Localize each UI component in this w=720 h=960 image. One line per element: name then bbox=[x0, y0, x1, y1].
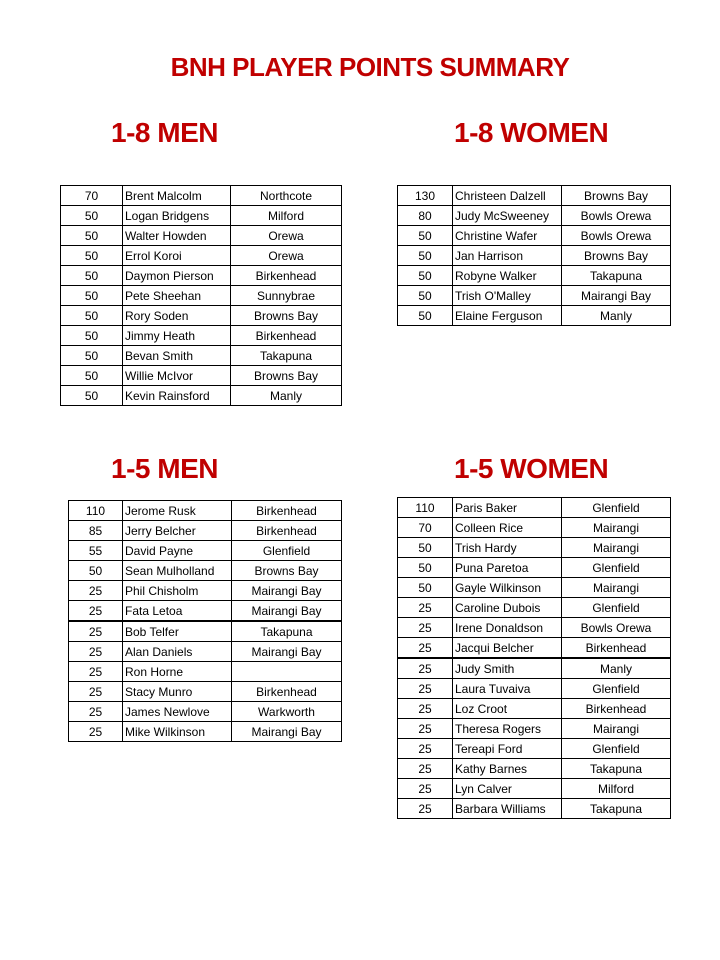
points-cell: 25 bbox=[69, 662, 123, 682]
table-row bbox=[398, 186, 671, 206]
points-cell: 80 bbox=[398, 206, 453, 226]
heading-women-1-5: 1-5 WOMEN bbox=[454, 453, 609, 484]
club-cell: Birkenhead bbox=[231, 326, 342, 346]
club-cell: Glenfield bbox=[232, 541, 342, 561]
points-cell: 50 bbox=[398, 286, 453, 306]
points-cell: 25 bbox=[69, 702, 123, 722]
points-cell: 50 bbox=[61, 266, 123, 286]
points-cell: 25 bbox=[69, 642, 123, 662]
player-name-cell: Jimmy Heath bbox=[123, 326, 231, 346]
points-cell: 50 bbox=[61, 246, 123, 266]
table-row bbox=[398, 538, 671, 558]
player-name-cell: Lyn Calver bbox=[453, 779, 562, 799]
points-cell: 50 bbox=[69, 561, 123, 581]
player-name-cell: Kathy Barnes bbox=[453, 759, 562, 779]
table-women-1-8 bbox=[397, 185, 671, 326]
table-row bbox=[61, 246, 342, 266]
player-name-cell: Judy Smith bbox=[453, 658, 562, 679]
points-cell: 130 bbox=[398, 186, 453, 206]
club-cell: Takapuna bbox=[562, 799, 671, 819]
points-cell: 50 bbox=[61, 286, 123, 306]
club-cell: Bowls Orewa bbox=[562, 226, 671, 246]
table-row bbox=[398, 739, 671, 759]
table-row bbox=[69, 601, 342, 622]
table-row bbox=[398, 498, 671, 518]
points-cell: 50 bbox=[61, 206, 123, 226]
club-cell: Takapuna bbox=[232, 621, 342, 642]
table-row bbox=[398, 306, 671, 326]
club-cell: Browns Bay bbox=[232, 561, 342, 581]
points-cell: 25 bbox=[398, 618, 453, 638]
club-cell: Milford bbox=[562, 779, 671, 799]
club-cell: Birkenhead bbox=[232, 682, 342, 702]
player-name-cell: David Payne bbox=[123, 541, 232, 561]
points-cell: 25 bbox=[398, 719, 453, 739]
player-name-cell: Fata Letoa bbox=[123, 601, 232, 622]
table-row bbox=[398, 226, 671, 246]
table-row bbox=[69, 541, 342, 561]
points-cell: 70 bbox=[61, 186, 123, 206]
table-men-1-8 bbox=[60, 185, 342, 406]
player-name-cell: Colleen Rice bbox=[453, 518, 562, 538]
player-name-cell: Phil Chisholm bbox=[123, 581, 232, 601]
player-name-cell: Judy McSweeney bbox=[453, 206, 562, 226]
club-cell: Takapuna bbox=[562, 759, 671, 779]
points-cell: 85 bbox=[69, 521, 123, 541]
club-cell: Takapuna bbox=[562, 266, 671, 286]
points-cell: 50 bbox=[398, 306, 453, 326]
player-name-cell: Jan Harrison bbox=[453, 246, 562, 266]
points-cell: 50 bbox=[398, 538, 453, 558]
club-cell: Mairangi Bay bbox=[232, 722, 342, 742]
player-name-cell: Loz Croot bbox=[453, 699, 562, 719]
player-name-cell: Rory Soden bbox=[123, 306, 231, 326]
points-cell: 25 bbox=[398, 638, 453, 659]
points-cell: 50 bbox=[398, 266, 453, 286]
player-name-cell: Christine Wafer bbox=[453, 226, 562, 246]
player-name-cell: Bob Telfer bbox=[123, 621, 232, 642]
page-title: BNH PLAYER POINTS SUMMARY bbox=[170, 52, 570, 82]
player-name-cell: Trish Hardy bbox=[453, 538, 562, 558]
points-cell: 50 bbox=[61, 366, 123, 386]
points-cell: 50 bbox=[61, 306, 123, 326]
table-row bbox=[69, 702, 342, 722]
club-cell: Warkworth bbox=[232, 702, 342, 722]
table-row bbox=[398, 759, 671, 779]
table-row bbox=[69, 561, 342, 581]
table-row bbox=[61, 346, 342, 366]
table-row bbox=[69, 521, 342, 541]
points-cell: 25 bbox=[69, 601, 123, 622]
table-row bbox=[398, 518, 671, 538]
table-row bbox=[398, 699, 671, 719]
table-row bbox=[61, 326, 342, 346]
club-cell: Glenfield bbox=[562, 558, 671, 578]
table-row bbox=[398, 558, 671, 578]
club-cell: Mairangi bbox=[562, 719, 671, 739]
player-name-cell: Sean Mulholland bbox=[123, 561, 232, 581]
table-row bbox=[398, 679, 671, 699]
table-row bbox=[69, 501, 342, 521]
table-men-1-5 bbox=[68, 500, 342, 742]
club-cell: Mairangi bbox=[562, 578, 671, 598]
club-cell: Manly bbox=[231, 386, 342, 406]
points-cell: 25 bbox=[398, 759, 453, 779]
player-name-cell: Caroline Dubois bbox=[453, 598, 562, 618]
player-name-cell: Robyne Walker bbox=[453, 266, 562, 286]
player-name-cell: Gayle Wilkinson bbox=[453, 578, 562, 598]
club-cell: Orewa bbox=[231, 246, 342, 266]
table-row bbox=[398, 598, 671, 618]
player-name-cell: Puna Paretoa bbox=[453, 558, 562, 578]
player-name-cell: Paris Baker bbox=[453, 498, 562, 518]
club-cell: Glenfield bbox=[562, 679, 671, 699]
points-cell: 50 bbox=[398, 558, 453, 578]
table-row bbox=[398, 799, 671, 819]
club-cell: Browns Bay bbox=[562, 246, 671, 266]
table-row bbox=[398, 719, 671, 739]
table-row bbox=[398, 206, 671, 226]
points-cell: 25 bbox=[398, 799, 453, 819]
player-name-cell: Pete Sheehan bbox=[123, 286, 231, 306]
player-name-cell: Elaine Ferguson bbox=[453, 306, 562, 326]
player-name-cell: Ron Horne bbox=[123, 662, 232, 682]
table-row bbox=[398, 578, 671, 598]
club-cell: Northcote bbox=[231, 186, 342, 206]
player-name-cell: Errol Koroi bbox=[123, 246, 231, 266]
club-cell: Milford bbox=[231, 206, 342, 226]
points-cell: 25 bbox=[69, 722, 123, 742]
club-cell: Orewa bbox=[231, 226, 342, 246]
table-row bbox=[69, 682, 342, 702]
club-cell: Browns Bay bbox=[231, 366, 342, 386]
table-row bbox=[69, 581, 342, 601]
heading-men-1-5: 1-5 MEN bbox=[111, 453, 218, 484]
points-cell: 25 bbox=[398, 699, 453, 719]
club-cell: Birkenhead bbox=[232, 521, 342, 541]
club-cell: Glenfield bbox=[562, 598, 671, 618]
heading-women-1-8: 1-8 WOMEN bbox=[454, 117, 609, 148]
club-cell: Birkenhead bbox=[562, 699, 671, 719]
table-row bbox=[398, 618, 671, 638]
points-cell: 50 bbox=[398, 578, 453, 598]
points-cell: 50 bbox=[61, 386, 123, 406]
table-row bbox=[69, 642, 342, 662]
table-row bbox=[61, 206, 342, 226]
player-name-cell: Laura Tuvaiva bbox=[453, 679, 562, 699]
points-cell: 25 bbox=[69, 682, 123, 702]
table-row bbox=[61, 266, 342, 286]
club-cell: Mairangi Bay bbox=[562, 286, 671, 306]
table-row bbox=[69, 621, 342, 642]
club-cell: Glenfield bbox=[562, 498, 671, 518]
table-row bbox=[398, 638, 671, 659]
club-cell: Bowls Orewa bbox=[562, 618, 671, 638]
player-name-cell: Stacy Munro bbox=[123, 682, 232, 702]
club-cell: Birkenhead bbox=[232, 501, 342, 521]
club-cell: Takapuna bbox=[231, 346, 342, 366]
player-name-cell: Barbara Williams bbox=[453, 799, 562, 819]
club-cell: Manly bbox=[562, 306, 671, 326]
points-cell: 50 bbox=[61, 226, 123, 246]
player-name-cell: James Newlove bbox=[123, 702, 232, 722]
club-cell bbox=[232, 662, 342, 682]
heading-men-1-8: 1-8 MEN bbox=[111, 117, 218, 148]
player-name-cell: Tereapi Ford bbox=[453, 739, 562, 759]
club-cell: Birkenhead bbox=[562, 638, 671, 659]
club-cell: Manly bbox=[562, 658, 671, 679]
player-name-cell: Christeen Dalzell bbox=[453, 186, 562, 206]
club-cell: Mairangi bbox=[562, 518, 671, 538]
club-cell: Sunnybrae bbox=[231, 286, 342, 306]
player-name-cell: Jacqui Belcher bbox=[453, 638, 562, 659]
table-row bbox=[398, 658, 671, 679]
club-cell: Browns Bay bbox=[562, 186, 671, 206]
player-name-cell: Alan Daniels bbox=[123, 642, 232, 662]
points-cell: 50 bbox=[61, 346, 123, 366]
points-cell: 50 bbox=[398, 226, 453, 246]
player-name-cell: Jerome Rusk bbox=[123, 501, 232, 521]
points-cell: 50 bbox=[61, 326, 123, 346]
club-cell: Mairangi Bay bbox=[232, 601, 342, 622]
club-cell: Glenfield bbox=[562, 739, 671, 759]
points-cell: 50 bbox=[398, 246, 453, 266]
player-name-cell: Brent Malcolm bbox=[123, 186, 231, 206]
club-cell: Bowls Orewa bbox=[562, 206, 671, 226]
points-cell: 70 bbox=[398, 518, 453, 538]
table-row bbox=[69, 662, 342, 682]
player-name-cell: Walter Howden bbox=[123, 226, 231, 246]
points-cell: 25 bbox=[398, 658, 453, 679]
table-row bbox=[61, 186, 342, 206]
table-women-1-5 bbox=[397, 497, 671, 819]
player-name-cell: Irene Donaldson bbox=[453, 618, 562, 638]
points-cell: 110 bbox=[398, 498, 453, 518]
club-cell: Mairangi bbox=[562, 538, 671, 558]
player-name-cell: Bevan Smith bbox=[123, 346, 231, 366]
player-name-cell: Kevin Rainsford bbox=[123, 386, 231, 406]
player-name-cell: Logan Bridgens bbox=[123, 206, 231, 226]
table-row bbox=[398, 266, 671, 286]
points-cell: 25 bbox=[398, 739, 453, 759]
points-cell: 55 bbox=[69, 541, 123, 561]
player-name-cell: Theresa Rogers bbox=[453, 719, 562, 739]
player-name-cell: Mike Wilkinson bbox=[123, 722, 232, 742]
table-row bbox=[61, 286, 342, 306]
club-cell: Browns Bay bbox=[231, 306, 342, 326]
club-cell: Mairangi Bay bbox=[232, 642, 342, 662]
club-cell: Birkenhead bbox=[231, 266, 342, 286]
points-cell: 25 bbox=[69, 581, 123, 601]
player-name-cell: Trish O'Malley bbox=[453, 286, 562, 306]
table-row bbox=[61, 306, 342, 326]
table-row bbox=[398, 779, 671, 799]
player-name-cell: Willie McIvor bbox=[123, 366, 231, 386]
points-cell: 25 bbox=[398, 779, 453, 799]
points-cell: 25 bbox=[69, 621, 123, 642]
player-name-cell: Daymon Pierson bbox=[123, 266, 231, 286]
table-row bbox=[69, 722, 342, 742]
points-cell: 25 bbox=[398, 679, 453, 699]
table-row bbox=[398, 286, 671, 306]
table-row bbox=[61, 366, 342, 386]
table-row bbox=[61, 386, 342, 406]
table-row bbox=[61, 226, 342, 246]
points-cell: 25 bbox=[398, 598, 453, 618]
player-name-cell: Jerry Belcher bbox=[123, 521, 232, 541]
club-cell: Mairangi Bay bbox=[232, 581, 342, 601]
points-cell: 110 bbox=[69, 501, 123, 521]
table-row bbox=[398, 246, 671, 266]
